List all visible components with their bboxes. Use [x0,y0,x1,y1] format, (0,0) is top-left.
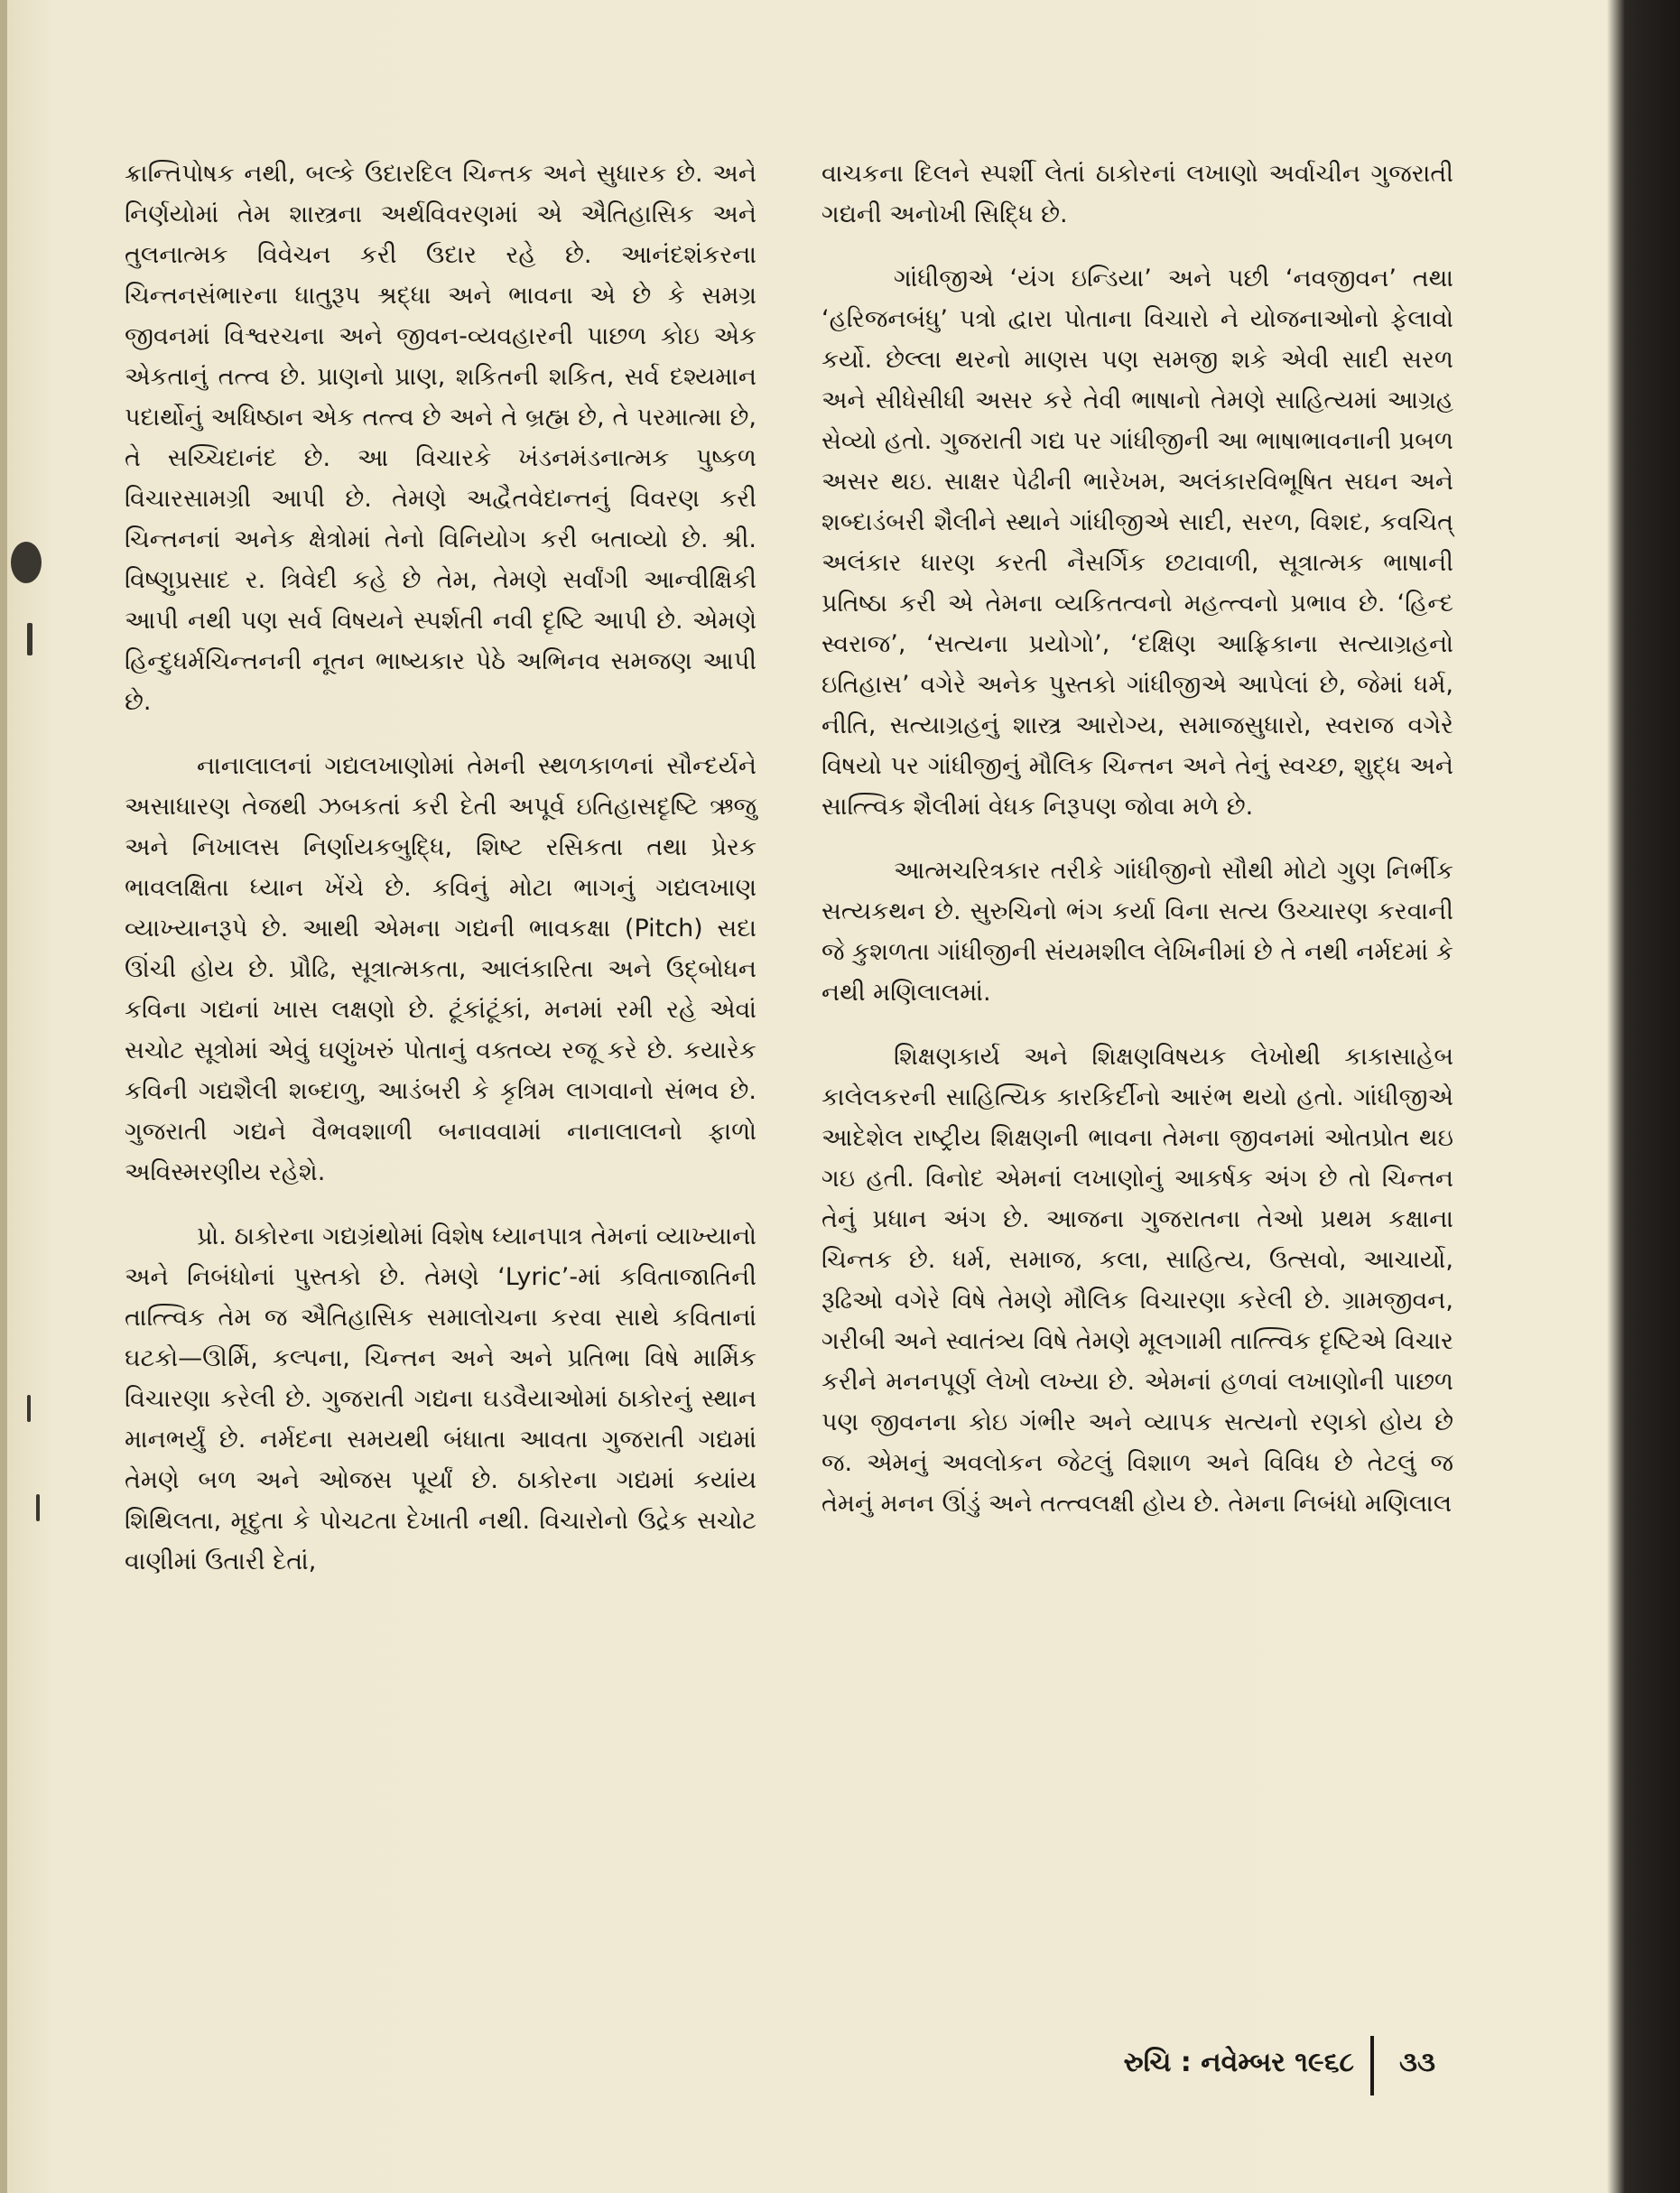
margin-mark [27,1395,31,1422]
paragraph: પ્રો. ઠાકોરના ગદ્યગ્રંથોમાં વિશેષ ધ્યાનપાત્ર તેમનાં વ્યાખ્યાનો અને નિબંધોનાં પુસ્તકો છે. તેમણે ‘Lyric’-માં કવિતાજાતિની તાત્ત્વિક તેમ જ ઐતિહાસિક સમાલોચના કરવા સાથે કવિતાનાં ઘટકો—ઊર્મિ, કલ્પના, ચિન્તન અને અને પ્રતિભા વિષે માર્મિક વિચારણા કરેલી છે. ગુજરાતી ગદ્યના ઘડવૈયાઓમાં ઠાકોરનું સ્થાન માનભર્યું છે. નર્મદના સમયથી બંધાતા આવતા ગુજરાતી ગદ્યમાં તેમણે બળ અને ઓજસ પૂર્યાં છે. ઠાકોરના ગદ્યમાં કયાંય શિથિલતા, મૃદુતા કે પોચટતા દેખાતી નથી. વિચારોનો ઉદ્રેક સચોટ વાણીમાં ઉતારી દેતાં, [125,1222,756,1575]
paragraph: આત્મચરિત્રકાર તરીકે ગાંધીજીનો સૌથી મોટો ગુણ નિર્ભીક સત્યકથન છે. સુરુચિનો ભંગ કર્યા વિના સત્ય ઉચ્ચારણ કરવાની જે કુશળતા ગાંધીજીની સંયમશીલ લેખિનીમાં છે તે નથી નર્મદમાં કે નથી મણિલાલમાં. [821,857,1453,1007]
page-spine-shadow [0,0,7,2193]
right-text-column [821,153,1453,1547]
paragraph: ગાંધીજીએ ‘યંગ ઇન્ડિયા’ અને પછી ‘નવજીવન’ તથા ‘હરિજનબંધુ’ પત્રો દ્વારા પોતાના વિચારો ને યોજનાઓનો ફેલાવો કર્યો. છેલ્લા થરનો માણસ પણ સમજી શકે એવી સાદી સરળ અને સીધેસીધી અસર કરે તેવી ભાષાનો તેમણે સાહિત્યમાં આગ્રહ સેવ્યો હતો. ગુજરાતી ગદ્ય પર ગાંધીજીની આ ભાષાભાવનાની પ્રબળ અસર થઇ. સાક્ષર પેઢીની ભારેખમ, અલંકારવિભૂષિત સઘન અને શબ્દાડંબરી શૈલીને સ્થાને ગાંધીજીએ સાદી, સરળ, વિશદ, કવચિત્ અલંકાર ધારણ કરતી નૈસર્ગિક છટાવાળી, સૂત્રાત્મક ભાષાની પ્રતિષ્ઠા કરી એ તેમના વ્યકિતત્વનો મહત્ત્વનો પ્રભાવ છે. ‘હિન્દ સ્વરાજ’, ‘સત્યના પ્રયોગો’, ‘દક્ષિણ આફ્રિકાના સત્યાગ્રહનો ઇતિહાસ’ વગેરે અનેક પુસ્તકો ગાંધીજીએ આપેલાં છે, જેમાં ધર્મ, નીતિ, સત્યાગ્રહનું શાસ્ત્ર આરોગ્ય, સમાજસુધારો, સ્વરાજ વગેરે વિષયો પર ગાંધીજીનું મૌલિક ચિન્તન અને તેનું સ્વચ્છ, શુદ્ધ અને સાત્ત્વિક શૈલીમાં વેધક નિરૂપણ જોવા મળે છે. [821,265,1453,821]
paragraph: ક્રાન્તિપોષક નથી, બલ્કે ઉદારદિલ ચિન્તક અને સુધારક છે. અને નિર્ણયોમાં તેમ શાસ્ત્રના અર્થવિવરણમાં એ ઐતિહાસિક અને તુલનાત્મક વિવેચન કરી ઉદાર રહે છે. આનંદશંકરના ચિન્તનસંભારના ધાતુરૂપ શ્રદ્ધા અને ભાવના એ છે કે સમગ્ર જીવનમાં વિશ્વરચના અને જીવન-વ્યવહારની પાછળ કોઇ એક એકતાનું તત્ત્વ છે. પ્રાણનો પ્રાણ, શકિતની શકિત, સર્વ દશ્યમાન પદાર્થોનું અધિષ્ઠાન એક તત્ત્વ છે અને તે બ્રહ્મ છે, તે પરમાત્મા છે, તે સચ્ચિદાનંદ છે. આ વિચારકે ખંડનમંડનાત્મક પુષ્કળ વિચારસામગ્રી આપી છે. તેમણે અદ્વૈતવેદાન્તનું વિવરણ કરી ચિન્તનનાં અનેક ક્ષેત્રોમાં તેનો વિનિયોગ કરી બતાવ્યો છે. શ્રી. વિષ્ણુપ્રસાદ ર. ત્રિવેદી કહે છે તેમ, તેમણે સર્વાંગી આન્વીક્ષિકી આપી નથી પણ સર્વ વિષયને સ્પર્શતી નવી દૃષ્ટિ આપી છે. એમણે હિન્દુધર્મચિન્તનની નૂતન ભાષ્યકાર પેઠે અભિનવ સમજણ આપી છે. [125,160,756,716]
binding-mark [27,623,32,655]
page-footer [1092,2036,1453,2099]
margin-mark [36,1494,40,1521]
paragraph: વાચકના દિલને સ્પર્શી લેતાં ઠાકોરનાં લખાણો અર્વાચીન ગુજરાતી ગદ્યની અનોખી સિદ્ધિ છે. [821,160,1453,228]
page-number: ૩૩ [1399,2047,1435,2078]
paragraph: નાનાલાલનાં ગદ્યલખાણોમાં તેમની સ્થળકાળનાં સૌન્દર્યને અસાધારણ તેજથી ઝબકતાં કરી દેતી અપૂર્વ ઇતિહાસદૃષ્ટિ ઋજુ અને નિખાલસ નિર્ણાયકબુદ્ધિ, શિષ્ટ રસિકતા તથા પ્રેરક ભાવલક્ષિતા ધ્યાન ખેંચે છે. કવિનું મોટા ભાગનું ગદ્યલખાણ વ્યાખ્યાનરૂપે છે. આથી એમના ગદ્યની ભાવકક્ષા (Pitch) સદા ઊંચી હોય છે. પ્રૌઢિ, સૂત્રાત્મકતા, આલંકારિતા અને ઉદ્‌બોધન કવિના ગદ્યનાં ખાસ લક્ષણો છે. ટૂંકાંટૂંકાં, મનમાં રમી રહે એવાં સચોટ સૂત્રોમાં એવું ઘણુંખરું પોતાનું વક્તવ્ય રજૂ કરે છે. કયારેક કવિની ગદ્યશૈલી શબ્દાળુ, આડંબરી કે કૃત્રિમ લાગવાનો સંભવ છે. ગુજરાતી ગદ્યને વૈભવશાળી બનાવવામાં નાનાલાલનો ફાળો અવિસ્મરણીય રહેશે. [125,752,756,1186]
paragraph: શિક્ષણકાર્ય અને શિક્ષણવિષયક લેખોથી કાકાસાહેબ કાલેલકરની સાહિત્યિક કારકિર્દીનો આરંભ થયો હતો. ગાંધીજીએ આદેશેલ રાષ્ટ્રીય શિક્ષણની ભાવના તેમના જીવનમાં ઓતપ્રોત થઇ ગઇ હતી. વિનોદ એમનાં લખાણોનું આકર્ષક અંગ છે તો ચિન્તન તેનું પ્રધાન અંગ છે. આજના ગુજરાતના તેઓ પ્રથમ કક્ષાના ચિન્તક છે. ધર્મ, સમાજ, કલા, સાહિત્ય, ઉત્સવો, આચાર્યો, રૂઢિઓ વગેરે વિષે તેમણે મૌલિક વિચારણા કરેલી છે. ગ્રામજીવન, ગરીબી અને સ્વાતંત્ર્ય વિષે તેમણે મૂલગામી તાત્ત્વિક દૃષ્ટિએ વિચાર કરીને મનનપૂર્ણ લેખો લખ્યા છે. એમનાં હળવાં લખાણોની પાછળ પણ જીવનના કોઇ ગંભીર અને વ્યાપક સત્યનો રણકો હોય છે જ. એમનું અવલોકન જેટલું વિશાળ અને વિવિધ છે તેટલું જ તેમનું મનન ઊંડું અને તત્ત્વલક્ષી હોય છે. તેમના નિબંધો મણિલાલ [821,1043,1453,1518]
binding-hole-mark [11,542,42,583]
left-text-column [125,153,756,1605]
journal-name-date: રુચિ : નવેમ્બર ૧૯૬૮ [1123,2047,1354,2078]
footer-divider [1370,2036,1374,2095]
